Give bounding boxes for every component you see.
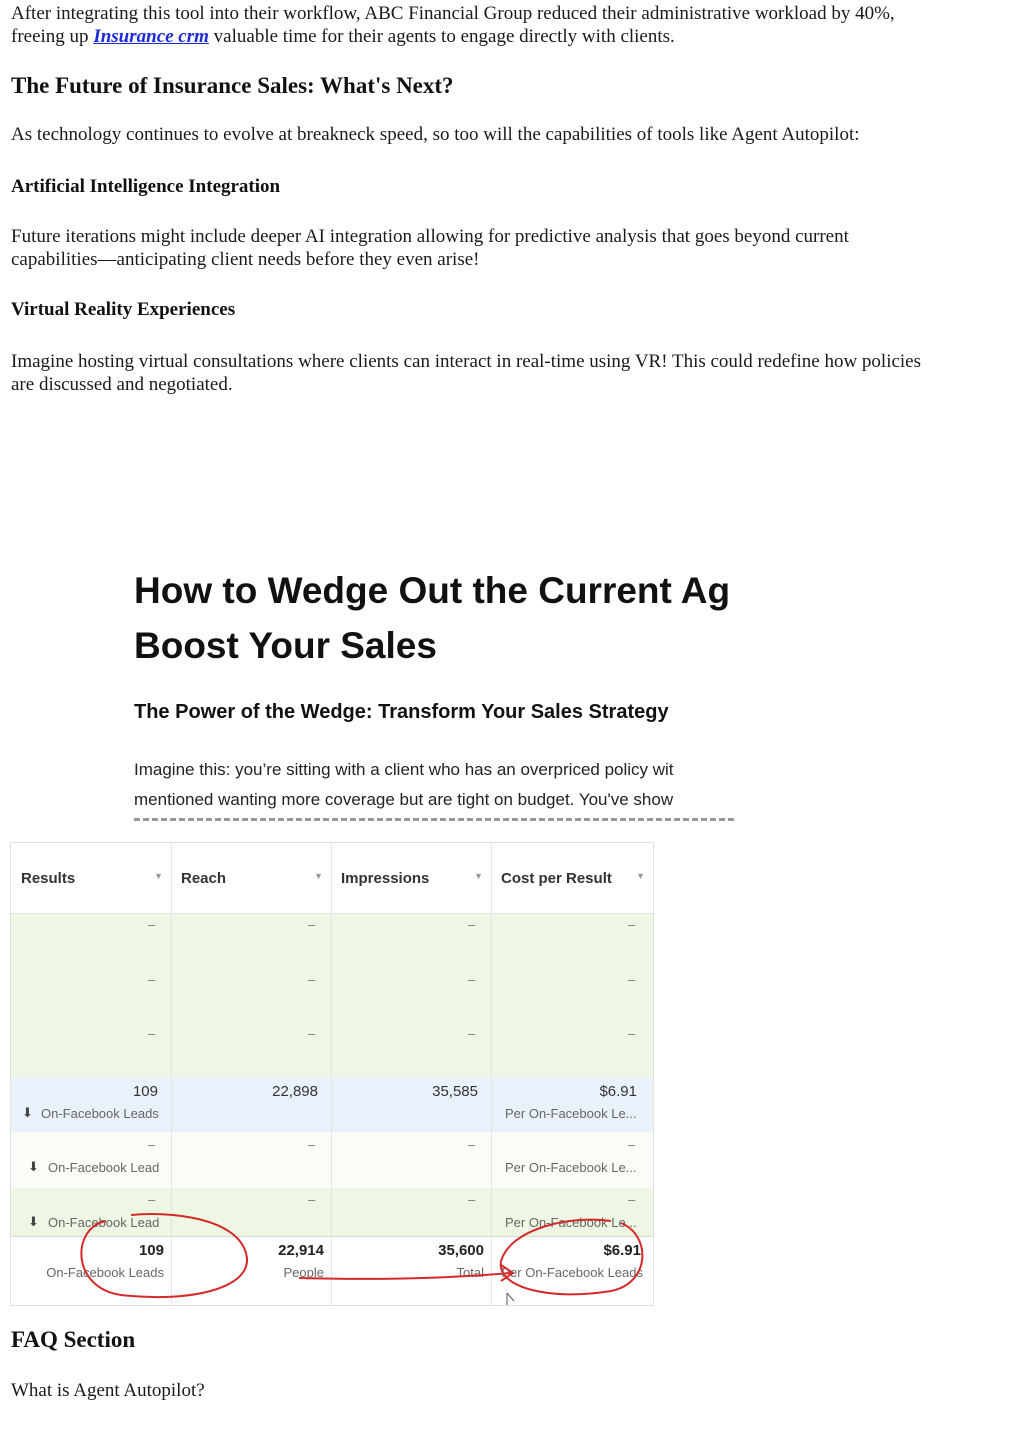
ai-line-2: capabilities—anticipating client needs before they even arise! xyxy=(11,249,480,270)
intro-line-1: After integrating this tool into their workflow, ABC Financial Group reduced their administrative workload by 40%, xyxy=(11,3,895,24)
article-body xyxy=(134,755,674,815)
article-screenshot xyxy=(120,545,735,823)
row-c-cost-sub: Per On-Facebook Le... xyxy=(505,1215,637,1230)
row-a-impressions: 35,585 xyxy=(432,1083,478,1100)
future-intro: As technology continues to evolve at breakneck speed, so too will the capabilities of tools like Agent Autopilot: xyxy=(11,124,860,145)
header-label: Impressions xyxy=(341,870,430,887)
total-cost-sub: Per On-Facebook Leads xyxy=(501,1265,643,1280)
download-icon[interactable]: ⬇ xyxy=(28,1214,39,1229)
row-a-cost: $6.91 xyxy=(599,1083,637,1100)
vr-line-2: are discussed and negotiated. xyxy=(11,374,233,395)
header-label: Cost per Result xyxy=(501,870,612,887)
empty-cell: – xyxy=(308,972,316,987)
ai-heading: Artificial Intelligence Integration xyxy=(11,176,281,197)
ai-line-1: Future iterations might include deeper AI integration allowing for predictive analysis that goes beyond current xyxy=(11,226,849,247)
total-reach: 22,914 xyxy=(278,1242,324,1259)
intro-line-2-post: valuable time for their agents to engage directly with clients. xyxy=(208,26,675,47)
sort-caret-icon[interactable]: ▼ xyxy=(474,871,483,881)
article-title-line-2: Boost Your Sales xyxy=(134,625,437,666)
article-body-line-1: Imagine this: you’re sitting with a client who has an overpriced policy wit xyxy=(134,760,674,779)
vr-heading: Virtual Reality Experiences xyxy=(11,299,236,320)
total-cost: $6.91 xyxy=(603,1242,641,1259)
empty-cell: – xyxy=(468,917,476,932)
empty-cell: – xyxy=(628,1137,636,1152)
article-title xyxy=(134,563,735,673)
row-c-results-sub: On-Facebook Lead xyxy=(48,1215,160,1230)
faq-question[interactable]: What is Agent Autopilot? xyxy=(11,1380,205,1401)
cursor-icon xyxy=(507,1293,514,1305)
empty-cell: – xyxy=(468,1137,476,1152)
empty-cell: – xyxy=(628,917,636,932)
row-b-results-sub: On-Facebook Lead xyxy=(48,1160,160,1175)
row-a-results: 109 xyxy=(132,1083,158,1100)
empty-cell: – xyxy=(148,1137,156,1152)
article-cutoff-text xyxy=(134,818,734,821)
empty-cell: – xyxy=(468,972,476,987)
insurance-crm-link[interactable]: Insurance crm xyxy=(93,26,209,47)
total-impressions-sub: Total xyxy=(456,1265,484,1280)
download-icon[interactable]: ⬇ xyxy=(28,1159,39,1174)
annotation-circle-results xyxy=(81,1214,247,1297)
empty-cell: – xyxy=(148,972,156,987)
intro-line-2-pre: freeing up xyxy=(11,26,94,47)
sort-caret-icon[interactable]: ▼ xyxy=(636,871,645,881)
empty-cell: – xyxy=(628,1026,636,1041)
sort-caret-icon[interactable]: ▼ xyxy=(314,871,323,881)
row-a-reach: 22,898 xyxy=(272,1083,318,1100)
annotation-circle-cost xyxy=(501,1220,643,1295)
vr-line-1: Imagine hosting virtual consultations where clients can interact in real-time using VR! This could redefine how policies xyxy=(11,351,922,372)
total-reach-sub: People xyxy=(283,1265,324,1280)
empty-cell: – xyxy=(308,1137,316,1152)
intro-line-2 xyxy=(11,25,675,48)
download-icon[interactable]: ⬇ xyxy=(22,1105,33,1120)
empty-cell: – xyxy=(628,972,636,987)
empty-cell: – xyxy=(148,1192,156,1207)
row-b-cost-sub: Per On-Facebook Le... xyxy=(505,1160,637,1175)
empty-cell: – xyxy=(308,917,316,932)
empty-cell: – xyxy=(468,1026,476,1041)
article-title-line-1: How to Wedge Out the Current Ag xyxy=(134,570,731,611)
row-a-cost-sub: Per On-Facebook Le... xyxy=(505,1106,637,1121)
row-a-results-sub: On-Facebook Leads xyxy=(41,1106,159,1121)
total-results-sub: On-Facebook Leads xyxy=(46,1265,164,1280)
total-results: 109 xyxy=(138,1242,164,1259)
ads-results-table xyxy=(10,842,654,1306)
article-body-line-2: mentioned wanting more coverage but are tight on budget. You've show xyxy=(134,790,674,809)
faq-heading: FAQ Section xyxy=(11,1327,136,1352)
empty-cell: – xyxy=(148,917,156,932)
empty-cell: – xyxy=(308,1192,316,1207)
empty-cell: – xyxy=(628,1192,636,1207)
empty-cell: – xyxy=(148,1026,156,1041)
article-subheading: The Power of the Wedge: Transform Your Sales Strategy xyxy=(134,701,669,723)
header-label: Reach xyxy=(181,870,227,887)
header-label: Results xyxy=(21,870,76,887)
annotation-arrow-line xyxy=(299,1273,511,1279)
sort-caret-icon[interactable]: ▼ xyxy=(154,871,163,881)
empty-cell: – xyxy=(308,1026,316,1041)
total-impressions: 35,600 xyxy=(438,1242,484,1259)
empty-cell: – xyxy=(468,1192,476,1207)
future-heading: The Future of Insurance Sales: What's Next? xyxy=(11,73,454,98)
red-annotation-marks xyxy=(11,843,653,1305)
